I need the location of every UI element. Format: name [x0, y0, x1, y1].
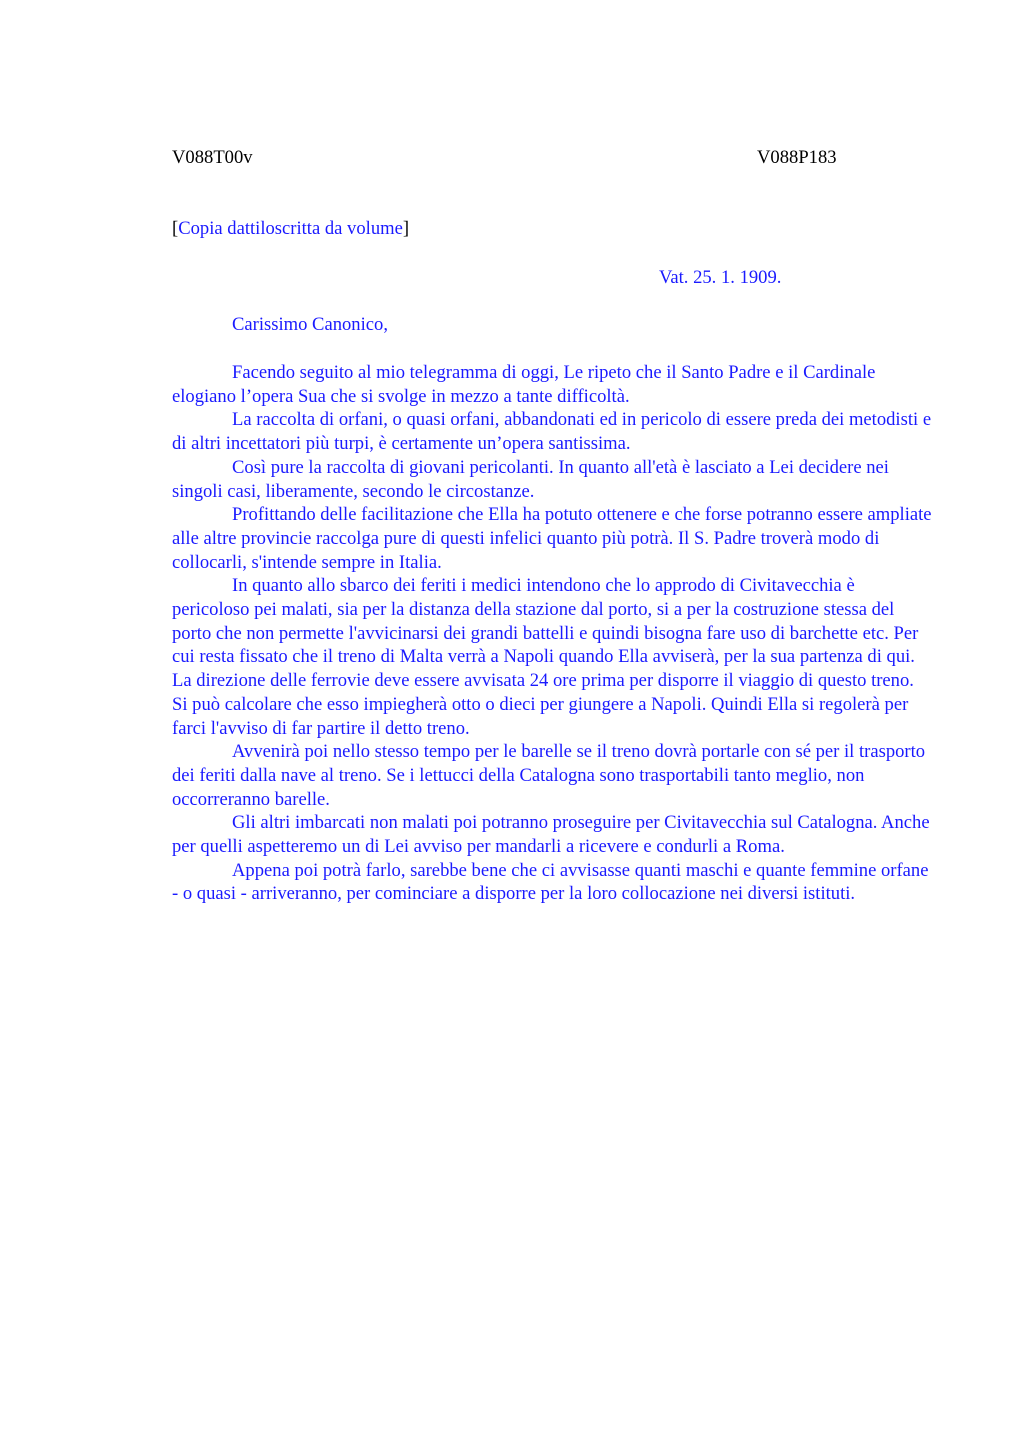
source-note-text: Copia dattiloscritta da volume: [178, 218, 403, 239]
letter-paragraph: Così pure la raccolta di giovani pericolanti. In quanto all'età è lasciato a Lei decidere nei singoli casi, liberamente, secondo le circostanze.: [172, 456, 889, 502]
letter-paragraph: In quanto allo sbarco dei feriti i medici intendono che lo approdo di Civitavecchia è pericoloso pei malati, sia per la distanza della stazione dal porto, si a per la costruzione stessa del porto che non permette l'avvicinarsi dei grandi battelli e quindi bisogna fare uso di barchette etc. Per cui resta fissato che il treno di Malta verrà a Napoli quando Ella avviserà, per la sua partenza di qui. La direzione delle ferrovie deve essere avvisata 24 ore prima per disporre il viaggio di questo treno. Si può calcolare che esso impiegherà otto o dieci per giungere a Napoli. Quindi Ella si regolerà per farci l'avviso di far partire il detto treno.: [172, 575, 919, 739]
letter-paragraph: Profittando delle facilitazione che Ella ha potuto ottenere e che forse potranno essere ampliate alle altre provincie raccolga pure di questi infelici quanto più potrà. Il S. Padre troverà modo di collocarli, s'intende sempre in Italia.: [172, 504, 932, 573]
letter-date: Vat. 25. 1. 1909.: [659, 267, 782, 288]
letter-paragraph: Appena poi potrà farlo, sarebbe bene che ci avvisasse quanti maschi e quante femmine orfane - o quasi - arriveranno, per cominciare a disporre per la loro collocazione nei diversi istituti.: [172, 859, 929, 905]
document-code-left: V088T00v: [172, 147, 253, 168]
letter-salutation: Carissimo Canonico,: [232, 314, 388, 335]
source-note-close-bracket: ]: [402, 218, 410, 239]
letter-paragraph: La raccolta di orfani, o quasi orfani, abbandonati ed in pericolo di essere preda dei metodisti e di altri incettatori più turpi, è certamente un’opera santissima.: [172, 409, 932, 455]
source-note-open-bracket: [: [172, 218, 179, 239]
letter-paragraph: Facendo seguito al mio telegramma di oggi, Le ripeto che il Santo Padre e il Cardinale elogiano l’opera Sua che si svolge in mezzo a tante difficoltà.: [172, 362, 876, 407]
source-note: [172, 217, 409, 241]
document-code-right: V088P183: [757, 147, 837, 168]
letter-paragraph: Avvenirà poi nello stesso tempo per le barelle se il treno dovrà portarle con sé per il trasporto dei feriti dalla nave al treno. Se i lettucci della Catalogna sono trasportabili tanto meglio, non occorreranno barelle.: [172, 741, 926, 810]
letter-paragraph: Gli altri imbarcati non malati poi potranno proseguire per Civitavecchia sul Catalogna. Anche per quelli aspetteremo un di Lei avviso per mandarli a ricevere e condurli a Roma.: [172, 812, 930, 858]
letter-body: [172, 361, 932, 906]
